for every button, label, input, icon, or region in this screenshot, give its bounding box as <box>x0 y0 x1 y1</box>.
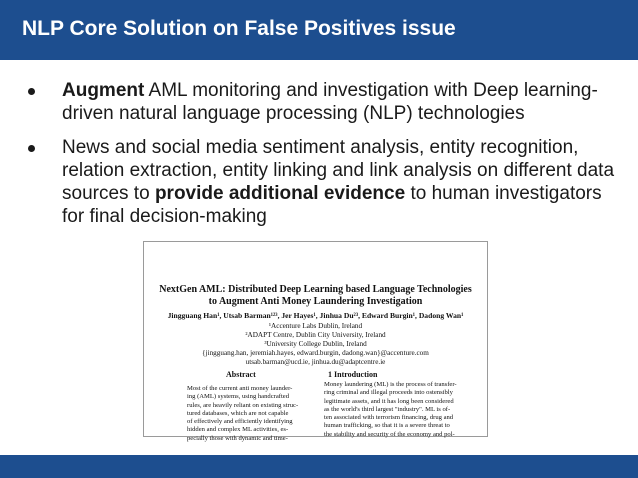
paper-affiliation: ¹Accenture Labs Dublin, Ireland <box>268 322 363 330</box>
abstract-line: tured databases, which are not capable <box>187 409 289 417</box>
bullet-dot-icon <box>28 88 35 95</box>
paper-title-line: NextGen AML: Distributed Deep Learning based Language Technologies <box>159 284 472 295</box>
paper-authors: Jingguang Han¹, Utsab Barman¹²³, Jer Hayes¹, Jinhua Du²³, Edward Burgin¹, Dadong Wan¹ <box>167 311 464 320</box>
abstract-line: pecially those with dynamic and time- <box>187 434 288 442</box>
bullet-bold-text: provide additional evidence <box>154 183 406 204</box>
paper-affiliation: ²ADAPT Centre, Dublin City University, Ireland <box>245 331 386 339</box>
bullet-text: AML monitoring and investigation with Deep learning-driven natural language processing (NLP) technologies <box>62 80 598 124</box>
bullet-item-augment <box>28 79 618 125</box>
bullet-item-news <box>28 136 618 228</box>
abstract-line: Most of the current anti money launder- <box>187 385 293 392</box>
slide-footer-bar <box>0 455 638 478</box>
intro-line: human trafficking, so that it is a severe threat to <box>324 422 450 430</box>
intro-line: ten associated with terrorism financing, drug and <box>324 414 454 422</box>
abstract-line: rules, are heavily reliant on existing struc- <box>187 401 299 409</box>
intro-line: the stability and security of the economy and pol- <box>324 430 455 438</box>
abstract-heading: Abstract <box>226 370 256 379</box>
paper-title-line: to Augment Anti Money Laundering Investigation <box>208 296 423 307</box>
paper-affiliation: ³University College Dublin, Ireland <box>264 340 367 348</box>
intro-line: Money laundering (ML) is the process of transfer- <box>324 381 457 388</box>
slide-title: NLP Core Solution on False Positives issue <box>22 17 456 40</box>
abstract-line: of effectively and efficiently identifying <box>187 418 293 426</box>
bullet-dot-icon <box>28 145 35 152</box>
bullet-bold-text: Augment <box>62 80 145 101</box>
intro-line: ring criminal and illegal proceeds into ostensibly <box>324 389 453 397</box>
bullet-list <box>28 79 618 239</box>
intro-line: legitimate assets, and it has long been considered <box>324 397 454 405</box>
slide-title-bar <box>0 0 638 60</box>
bullet-text: to human investigators for final decision-making <box>62 183 602 227</box>
intro-line: as the world's third largest "industry". ML is of- <box>324 405 451 413</box>
intro-heading: 1 Introduction <box>328 370 378 379</box>
paper-email: utsab.barman@ucd.ie, jinhua.du@adaptcentre.ie <box>245 358 386 366</box>
abstract-line: ing (AML) systems, using handcrafted <box>187 393 290 401</box>
abstract-line: hidden and complex ML activities, es- <box>187 426 289 434</box>
intro-text <box>324 381 464 439</box>
paper-email: {jingguang.han, jeremiah.hayes, edward.burgin, dadong.wan}@accenture.com <box>202 349 429 357</box>
abstract-text <box>187 385 314 443</box>
bullet-text: News and social media sentiment analysis, entity recognition, relation extraction, entity linking and link analysis on different data sources to <box>62 137 615 204</box>
paper-screenshot <box>143 241 488 442</box>
